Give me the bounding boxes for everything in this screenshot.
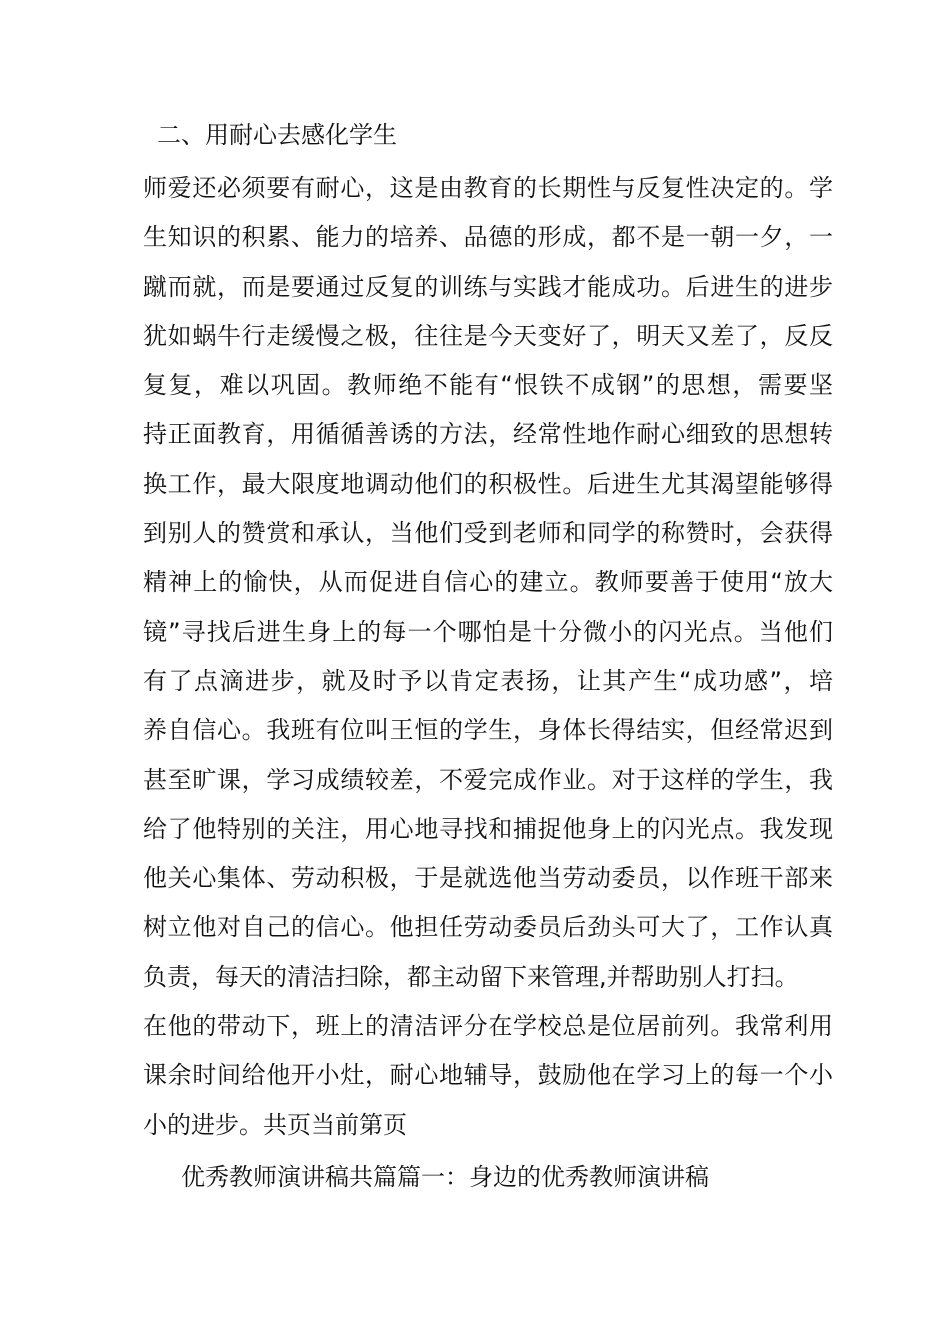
paragraph-line: 他关心集体、劳动积极，于是就选他当劳动委员，以作班干部来: [143, 864, 833, 893]
paragraph-line: 养自信心。我班有位叫王恒的学生，身体长得结实，但经常迟到: [143, 716, 833, 745]
paragraph-line: 师爱还必须要有耐心，这是由教育的长期性与反复性决定的。学: [143, 174, 833, 202]
paragraph-line: 给了他特别的关注，用心地寻找和捕捉他身上的闪光点。我发现: [143, 814, 833, 843]
paragraph-line: 镜”寻找后进生身上的每一个哪怕是十分微小的闪光点。当他们: [143, 617, 833, 646]
paragraph-line: 课余时间给他开小灶，耐心地辅导，鼓励他在学习上的每一个小: [143, 1061, 833, 1090]
paragraph-line: 换工作，最大限度地调动他们的积极性。后进生尤其渴望能够得: [143, 469, 833, 498]
section-heading: 二、用耐心去感化学生: [157, 121, 397, 149]
paragraph-line: 持正面教育，用循循善诱的方法，经常性地作耐心细致的思想转: [143, 420, 833, 449]
paragraph-line: 复复，难以巩固。教师绝不能有“恨铁不成钢”的思想，需要坚: [143, 371, 833, 400]
paragraph-line: 小的进步。共页当前第页: [143, 1110, 407, 1139]
paragraph-line: 犹如蜗牛行走缓慢之极，往往是今天变好了，明天又差了，反反: [143, 321, 833, 350]
paragraph-line: 生知识的积累、能力的培养、品德的形成，都不是一朝一夕，一: [143, 223, 833, 252]
body-paragraph: [143, 164, 833, 1150]
paragraph-line: 在他的带动下，班上的清洁评分在学校总是位居前列。我常利用: [143, 1012, 833, 1041]
paragraph-line: 树立他对自己的信心。他担任劳动委员后劲头可大了，工作认真: [143, 913, 833, 942]
paragraph-line: 甚至旷课，学习成绩较差，不爱完成作业。对于这样的学生，我: [143, 765, 833, 794]
next-article-title: 优秀教师演讲稿共篇篇一：身边的优秀教师演讲稿: [181, 1163, 709, 1191]
paragraph-line: 蹴而就，而是要通过反复的训练与实践才能成功。后进生的进步: [143, 272, 833, 301]
paragraph-line: 有了点滴进步，就及时予以肯定表扬，让其产生“成功感”，培: [143, 666, 833, 695]
paragraph-line: 精神上的愉快，从而促进自信心的建立。教师要善于使用“放大: [143, 568, 833, 597]
paragraph-line: 负责，每天的清洁扫除，都主动留下来管理,并帮助别人打扫。: [143, 962, 799, 991]
paragraph-line: 到别人的赞赏和承认，当他们受到老师和同学的称赞时，会获得: [143, 519, 833, 548]
